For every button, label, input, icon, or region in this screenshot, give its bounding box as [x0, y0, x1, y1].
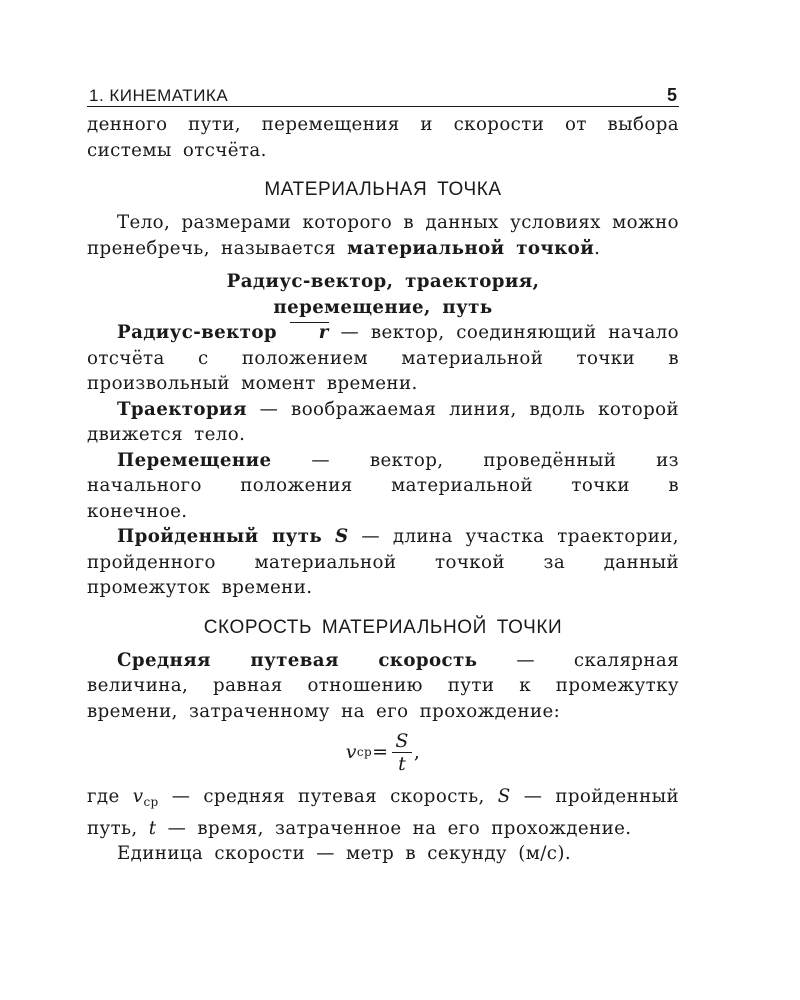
formula-denominator: t — [398, 753, 407, 775]
term-path: Пройденный путь — [117, 526, 323, 547]
average-speed-definition — [87, 648, 679, 725]
path-definition — [87, 524, 679, 601]
formula-equals: = — [372, 740, 389, 763]
definition-text: Тело, размерами которого в данных условиях можно пренебречь, называется — [87, 212, 679, 259]
radius-vector-text: — вектор, соединяющий начало отсчёта с положением материальной точки в произвольный момент времени. — [87, 322, 679, 394]
displacement-definition — [87, 448, 679, 525]
section-title-material-point: МАТЕРИАЛЬНАЯ ТОЧКА — [264, 179, 502, 200]
term-material-point: материальной точкой — [347, 237, 595, 259]
explanation-v-subscript: ср — [143, 795, 159, 809]
path-text: — длина участка траектории, пройденного материальной точкой за данный промежуток времени. — [87, 526, 679, 598]
average-speed-text: — скалярная величина, равная отношению пути к промежутку времени, затраченному на его прохождение: — [87, 649, 679, 722]
section-title-speed: СКОРОСТЬ МАТЕРИАЛЬНОЙ ТОЧКИ — [203, 616, 563, 638]
term-radius-vector: Радиус-вектор — [117, 322, 277, 343]
formula-explanation — [87, 784, 679, 841]
term-trajectory: Траектория — [117, 398, 247, 420]
page-number: 5 — [666, 85, 677, 105]
term-average-speed: Средняя путевая скорость — [117, 649, 478, 671]
explanation-part2: — пройденный путь, — [87, 786, 679, 839]
subsection-title-line2: перемещение, путь — [273, 296, 493, 318]
material-point-definition — [87, 210, 679, 261]
explanation-where: где — [87, 786, 133, 807]
radius-vector-definition — [87, 320, 679, 397]
term-displacement: Перемещение — [117, 449, 272, 471]
chapter-title: 1. КИНЕМАТИКА — [89, 86, 229, 105]
formula-comma: , — [413, 740, 421, 763]
explanation-s: S — [497, 786, 511, 807]
intro-paragraph: денного пути, перемещения и скорости от выбора системы отсчёта. — [87, 114, 679, 161]
path-symbol: S — [335, 526, 349, 547]
explanation-t: t — [148, 817, 157, 839]
radius-vector-symbol: r — [289, 320, 329, 346]
explanation-part3: — время, затраченное на его прохождение. — [156, 817, 632, 839]
trajectory-text: — воображаемая линия, вдоль которой движется тело. — [87, 398, 679, 445]
displacement-text: — вектор, проведённый из начального положения материальной точки в конечное. — [87, 449, 679, 522]
page-body — [87, 112, 679, 867]
book-page — [87, 84, 679, 867]
definition-end: . — [594, 237, 601, 259]
subsection-title — [87, 269, 679, 320]
running-head — [87, 84, 679, 107]
formula-v: v — [345, 740, 357, 763]
explanation-v: v — [132, 786, 144, 807]
trajectory-definition — [87, 397, 679, 448]
formula-fraction — [392, 730, 411, 775]
formula-numerator: S — [392, 730, 411, 753]
formula-v-subscript: ср — [356, 744, 373, 759]
subsection-title-line1: Радиус-вектор, траектория, — [226, 271, 540, 292]
speed-unit-sentence: Единица скорости — метр в секунду (м/с). — [117, 843, 572, 864]
explanation-part1: — средняя путевая скорость, — [158, 786, 498, 807]
average-speed-formula — [87, 730, 679, 780]
